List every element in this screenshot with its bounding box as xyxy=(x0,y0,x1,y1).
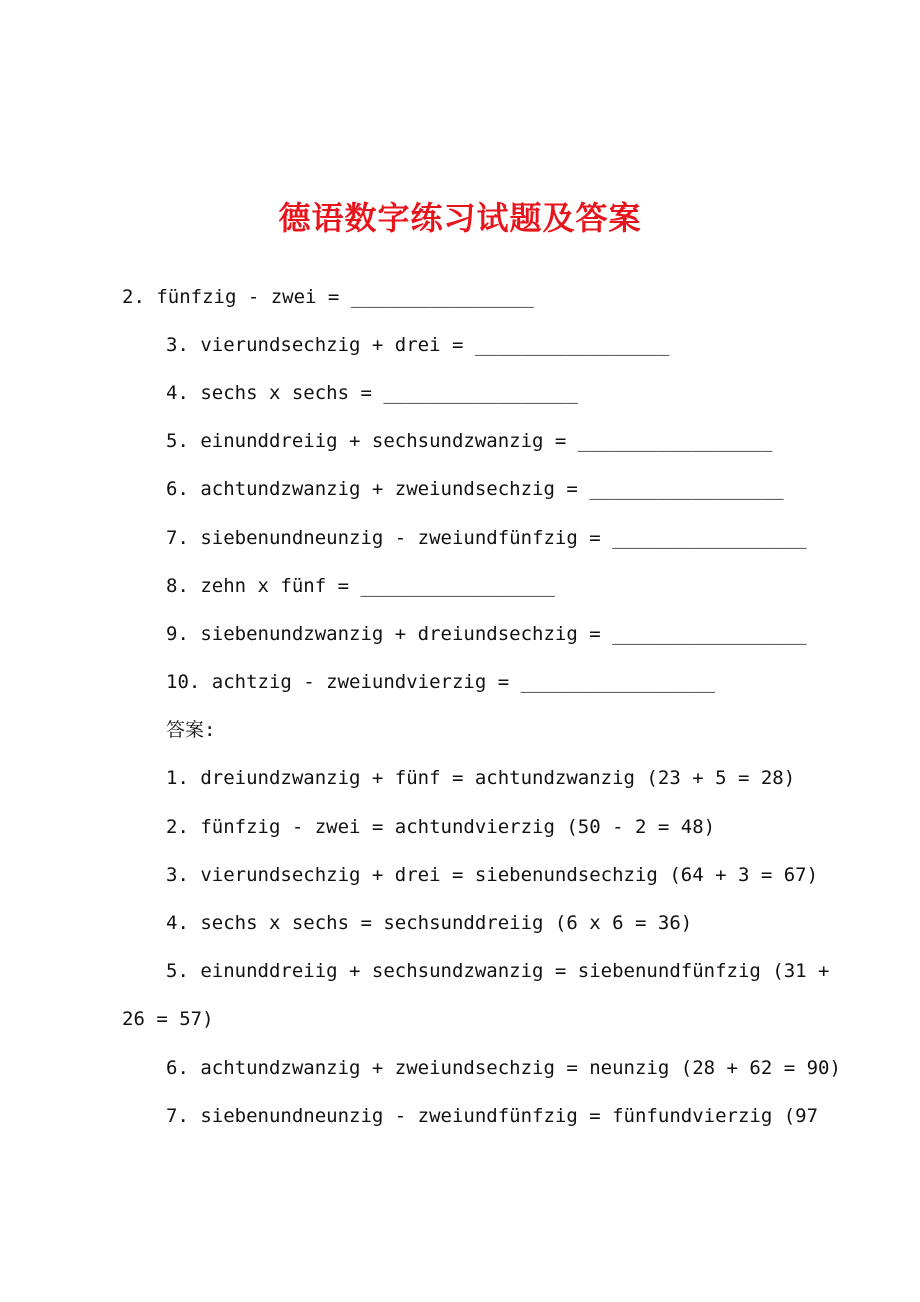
exercise-item: 2. fünfzig - zwei = ________________ xyxy=(122,286,534,308)
answer-item: 7. siebenundneunzig - zweiundfünfzig = fünfundvierzig (97 xyxy=(166,1105,819,1127)
exercise-item: 6. achtundzwanzig + zweiundsechzig = _________________ xyxy=(166,478,784,500)
exercise-item: 7. siebenundneunzig - zweiundfünfzig = _________________ xyxy=(166,527,807,549)
exercise-item: 8. zehn x fünf = _________________ xyxy=(166,575,555,597)
exercise-item: 5. einunddreiig + sechsundzwanzig = _________________ xyxy=(166,430,773,452)
answer-item: 2. fünfzig - zwei = achtundvierzig (50 - 2 = 48) xyxy=(166,816,716,838)
exercise-item: 3. vierundsechzig + drei = _________________ xyxy=(166,334,670,356)
answers-heading: 答案: xyxy=(166,719,216,741)
answer-item-continuation: 26 = 57) xyxy=(122,1008,214,1030)
page-title: 德语数字练习试题及答案 xyxy=(278,199,642,237)
answer-item: 4. sechs x sechs = sechsunddreiig (6 x 6 = 36) xyxy=(166,912,693,934)
exercise-item: 4. sechs x sechs = _________________ xyxy=(166,382,578,404)
answer-item: 1. dreiundzwanzig + fünf = achtundzwanzig (23 + 5 = 28) xyxy=(166,767,796,789)
answer-item: 5. einunddreiig + sechsundzwanzig = siebenundfünfzig (31 + xyxy=(166,960,830,982)
exercise-item: 9. siebenundzwanzig + dreiundsechzig = _________________ xyxy=(166,623,807,645)
exercise-item: 10. achtzig - zweiundvierzig = _________________ xyxy=(166,671,716,693)
answer-item: 3. vierundsechzig + drei = siebenundsechzig (64 + 3 = 67) xyxy=(166,864,819,886)
answer-item: 6. achtundzwanzig + zweiundsechzig = neunzig (28 + 62 = 90) xyxy=(166,1057,841,1079)
